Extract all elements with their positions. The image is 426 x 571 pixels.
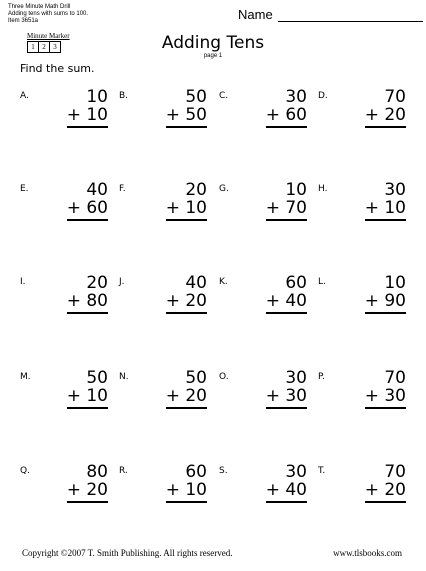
addend-top: 30 (285, 462, 307, 482)
addend-top: 10 (86, 87, 108, 107)
problem-label: A. (20, 91, 29, 101)
drill-description: Adding tens with sums to 100. (8, 11, 89, 17)
problem-label: Q. (20, 466, 30, 476)
minute-box-2[interactable]: 2 (39, 41, 50, 53)
problem-label: B. (119, 91, 129, 101)
problem-label: C. (219, 91, 229, 101)
problem-t (318, 462, 408, 516)
problem-label: J. (119, 277, 125, 287)
addend-top: 30 (285, 368, 307, 388)
problem-label: L. (318, 277, 326, 287)
addend-top: 30 (285, 87, 307, 107)
name-line[interactable] (278, 9, 423, 22)
problem-label: G. (219, 184, 229, 194)
addend-bottom: + 10 (67, 105, 108, 128)
problem-label: K. (219, 277, 228, 287)
problem-k (219, 273, 309, 327)
item-code: Item 3651a (8, 18, 39, 24)
problem-a (20, 87, 110, 141)
addend-bottom: + 20 (365, 105, 406, 128)
problem-label: N. (119, 372, 129, 382)
addend-top: 70 (384, 87, 406, 107)
problem-d (318, 87, 408, 141)
addend-bottom: + 10 (67, 386, 108, 409)
addend-top: 20 (86, 273, 108, 293)
addend-bottom: + 20 (166, 386, 207, 409)
problem-label: D. (318, 91, 328, 101)
addend-top: 10 (384, 273, 406, 293)
minute-marker-label: Minute Marker (27, 32, 70, 40)
minute-box-3[interactable]: 3 (50, 41, 61, 53)
addend-top: 20 (185, 180, 207, 200)
addend-bottom: + 30 (365, 386, 406, 409)
problem-o (219, 368, 309, 422)
problem-label: S. (219, 466, 228, 476)
addend-bottom: + 10 (365, 198, 406, 221)
problem-b (119, 87, 209, 141)
addend-top: 50 (86, 368, 108, 388)
problem-label: R. (119, 466, 128, 476)
addend-bottom: + 90 (365, 291, 406, 314)
addend-bottom: + 40 (266, 480, 307, 503)
drill-title: Three Minute Math Drill (8, 4, 71, 10)
addend-bottom: + 60 (266, 105, 307, 128)
problem-label: P. (318, 372, 325, 382)
problem-l (318, 273, 408, 327)
addend-bottom: + 20 (67, 480, 108, 503)
addend-bottom: + 80 (67, 291, 108, 314)
copyright-text: Copyright ©2007 T. Smith Publishing. All rights reserved. (22, 548, 233, 558)
problem-r (119, 462, 209, 516)
addend-top: 70 (384, 462, 406, 482)
instruction: Find the sum. (20, 62, 95, 75)
addend-top: 80 (86, 462, 108, 482)
problem-n (119, 368, 209, 422)
name-field-group (238, 8, 423, 22)
problem-g (219, 180, 309, 234)
problem-label: I. (20, 277, 26, 287)
addend-top: 10 (285, 180, 307, 200)
problem-label: O. (219, 372, 229, 382)
addend-top: 40 (185, 273, 207, 293)
problem-h (318, 180, 408, 234)
problem-label: M. (20, 372, 31, 382)
page-title: Adding Tens (161, 33, 265, 53)
addend-bottom: + 20 (166, 291, 207, 314)
addend-bottom: + 50 (166, 105, 207, 128)
addend-top: 50 (185, 368, 207, 388)
addend-bottom: + 10 (166, 198, 207, 221)
addend-bottom: + 20 (365, 480, 406, 503)
problem-q (20, 462, 110, 516)
problem-c (219, 87, 309, 141)
problem-m (20, 368, 110, 422)
problem-f (119, 180, 209, 234)
addend-top: 60 (185, 462, 207, 482)
problem-s (219, 462, 309, 516)
name-label: Name (238, 7, 273, 22)
problem-p (318, 368, 408, 422)
website-text: www.tlsbooks.com (333, 548, 402, 558)
minute-box-1[interactable]: 1 (27, 41, 39, 53)
problem-label: T. (318, 466, 326, 476)
addend-top: 50 (185, 87, 207, 107)
addend-bottom: + 10 (166, 480, 207, 503)
addend-bottom: + 70 (266, 198, 307, 221)
problem-label: H. (318, 184, 328, 194)
addend-top: 40 (86, 180, 108, 200)
problem-i (20, 273, 110, 327)
addend-bottom: + 30 (266, 386, 307, 409)
addend-bottom: + 40 (266, 291, 307, 314)
addend-bottom: + 60 (67, 198, 108, 221)
page-subtitle: page 1 (203, 53, 223, 59)
drill-info (8, 4, 88, 25)
problem-label: F. (119, 184, 126, 194)
problem-j (119, 273, 209, 327)
addend-top: 70 (384, 368, 406, 388)
problem-e (20, 180, 110, 234)
problem-label: E. (20, 184, 29, 194)
addend-top: 60 (285, 273, 307, 293)
addend-top: 30 (384, 180, 406, 200)
